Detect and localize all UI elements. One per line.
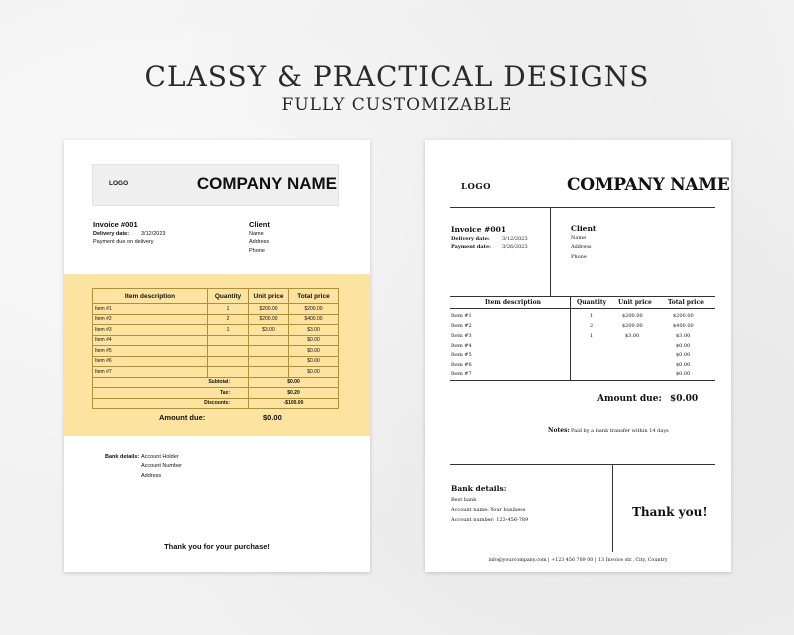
table-row	[93, 304, 339, 315]
header-item: Item description	[93, 289, 208, 304]
unit-cell	[249, 335, 289, 346]
amount-due-label: Amount due:	[597, 394, 662, 404]
bank-line: Account number: 123-456-789	[451, 517, 529, 523]
client-address: Address	[249, 239, 270, 245]
item-cell: Item #1	[451, 313, 472, 319]
subtotal-label: Subtotal:	[93, 377, 249, 388]
tax-value: $0.20	[249, 388, 339, 399]
total-cell: $0.00	[289, 346, 339, 357]
item-cell: Item #3	[451, 333, 472, 339]
divider	[612, 464, 613, 552]
qty-cell	[208, 356, 249, 367]
table-row	[93, 325, 339, 336]
invoice-number: Invoice #001	[93, 220, 138, 229]
total-cell: $3.00	[676, 333, 691, 339]
unit-cell: $3.00	[249, 325, 289, 336]
hero-title: CLASSY & PRACTICAL DESIGNS	[144, 60, 650, 93]
amount-due-value: $0.00	[263, 413, 282, 422]
items-table-wrap	[92, 288, 338, 409]
invoice-template-yellow	[64, 140, 370, 572]
divider	[450, 464, 715, 465]
unit-cell	[249, 356, 289, 367]
hero-subtitle: FULLY CUSTOMIZABLE	[281, 95, 513, 115]
item-cell: Item #2	[93, 314, 208, 325]
logo-text: LOGO	[461, 182, 492, 192]
client-title: Client	[249, 220, 270, 229]
item-cell: Item #2	[451, 323, 472, 329]
bank-line: Address	[141, 473, 162, 479]
divider	[570, 296, 571, 381]
total-cell: $400.00	[289, 314, 339, 325]
client-address: Address	[571, 244, 592, 250]
tax-label: Tax:	[93, 388, 249, 399]
client-phone: Phone	[571, 254, 587, 260]
header-item: Item description	[485, 299, 541, 306]
company-name: COMPANY NAME	[196, 174, 337, 193]
unit-cell: $200.00	[249, 314, 289, 325]
unit-cell	[249, 346, 289, 357]
header-box	[92, 164, 339, 206]
header-total: Total price	[289, 289, 339, 304]
total-cell: $200.00	[673, 313, 694, 319]
item-cell: Item #4	[451, 343, 472, 349]
delivery-value: 3/12/2023	[502, 236, 528, 242]
invoice-template-classic	[425, 140, 731, 572]
subtotal-value: $0.00	[249, 377, 339, 388]
company-name: COMPANY NAME	[567, 175, 730, 195]
qty-cell: 1	[590, 333, 594, 339]
divider	[450, 308, 715, 309]
bank-line: Best bank	[451, 497, 477, 503]
unit-cell	[249, 367, 289, 378]
footer-contact: info@yourcompany.com | +123 456 789 00 | 13 Invoice str., City, Country	[488, 558, 668, 563]
bank-line: Account Number	[141, 463, 182, 469]
amount-due-label: Amount due:	[159, 413, 206, 422]
qty-cell: 2	[208, 314, 249, 325]
total-cell: $0.00	[289, 356, 339, 367]
divider	[450, 296, 715, 297]
unit-cell: $200.00	[622, 313, 643, 319]
unit-cell: $200.00	[622, 323, 643, 329]
total-cell: $0.00	[289, 367, 339, 378]
item-cell: Item #7	[451, 371, 472, 377]
client-name: Name	[571, 235, 587, 241]
thank-you-note: Thank you!	[632, 505, 708, 519]
qty-cell	[208, 346, 249, 357]
total-cell: $0.00	[676, 343, 691, 349]
total-cell: $0.00	[676, 371, 691, 377]
bank-line: Account name: Your business	[451, 507, 526, 513]
discount-row	[93, 398, 339, 409]
client-title: Client	[571, 224, 597, 233]
unit-cell: $3.00	[625, 333, 640, 339]
discount-value: -$100.00	[249, 398, 339, 409]
item-cell: Item #5	[451, 352, 472, 358]
header-unit-price: Unit price	[618, 299, 652, 306]
item-cell: Item #3	[93, 325, 208, 336]
item-cell: Item #7	[93, 367, 208, 378]
payment-note: Payment due on delivery	[93, 239, 154, 245]
amount-due-value: $0.00	[670, 394, 699, 404]
tax-row	[93, 388, 339, 399]
delivery-value: 3/12/2023	[141, 231, 166, 237]
delivery-label: Delivery date:	[93, 231, 130, 237]
bank-details-label: Bank details:	[105, 454, 140, 460]
divider	[450, 207, 715, 208]
notes-label: Notes:	[548, 427, 570, 434]
invoice-number: Invoice #001	[451, 225, 507, 234]
divider	[450, 380, 715, 381]
header-total: Total price	[668, 299, 704, 306]
header-quantity: Quantity	[577, 299, 607, 306]
item-cell: Item #1	[93, 304, 208, 315]
qty-cell: 1	[590, 313, 594, 319]
table-row	[93, 367, 339, 378]
bank-details-title: Bank details:	[451, 484, 507, 493]
qty-cell	[208, 367, 249, 378]
table-row	[93, 335, 339, 346]
item-cell: Item #6	[451, 362, 472, 368]
total-cell: $0.00	[676, 352, 691, 358]
thank-you-note: Thank you for your purchase!	[164, 542, 270, 551]
items-table	[92, 288, 339, 409]
payment-label: Payment date:	[451, 244, 491, 250]
table-row	[93, 356, 339, 367]
item-cell: Item #6	[93, 356, 208, 367]
table-row	[93, 314, 339, 325]
total-cell: $400.00	[673, 323, 694, 329]
client-name: Name	[249, 231, 264, 237]
delivery-label: Delivery date:	[451, 236, 490, 242]
divider	[550, 207, 551, 296]
total-cell: $0.00	[289, 335, 339, 346]
item-cell: Item #4	[93, 335, 208, 346]
bank-line: Account Holder	[141, 454, 179, 460]
header-unit-price: Unit price	[249, 289, 289, 304]
header-quantity: Quantity	[208, 289, 249, 304]
payment-value: 3/26/2023	[502, 244, 528, 250]
table-row	[93, 346, 339, 357]
item-cell: Item #5	[93, 346, 208, 357]
total-cell: $200.00	[289, 304, 339, 315]
total-cell: $0.00	[676, 362, 691, 368]
qty-cell	[208, 335, 249, 346]
qty-cell: 1	[208, 304, 249, 315]
client-phone: Phone	[249, 248, 265, 254]
qty-cell: 2	[590, 323, 594, 329]
subtotal-row	[93, 377, 339, 388]
logo-text: LOGO	[109, 180, 129, 187]
unit-cell: $200.00	[249, 304, 289, 315]
total-cell: $3.00	[289, 325, 339, 336]
discount-label: Discounts:	[93, 398, 249, 409]
notes-text: Paid by a bank transfer within 14 days	[571, 428, 669, 434]
qty-cell: 1	[208, 325, 249, 336]
